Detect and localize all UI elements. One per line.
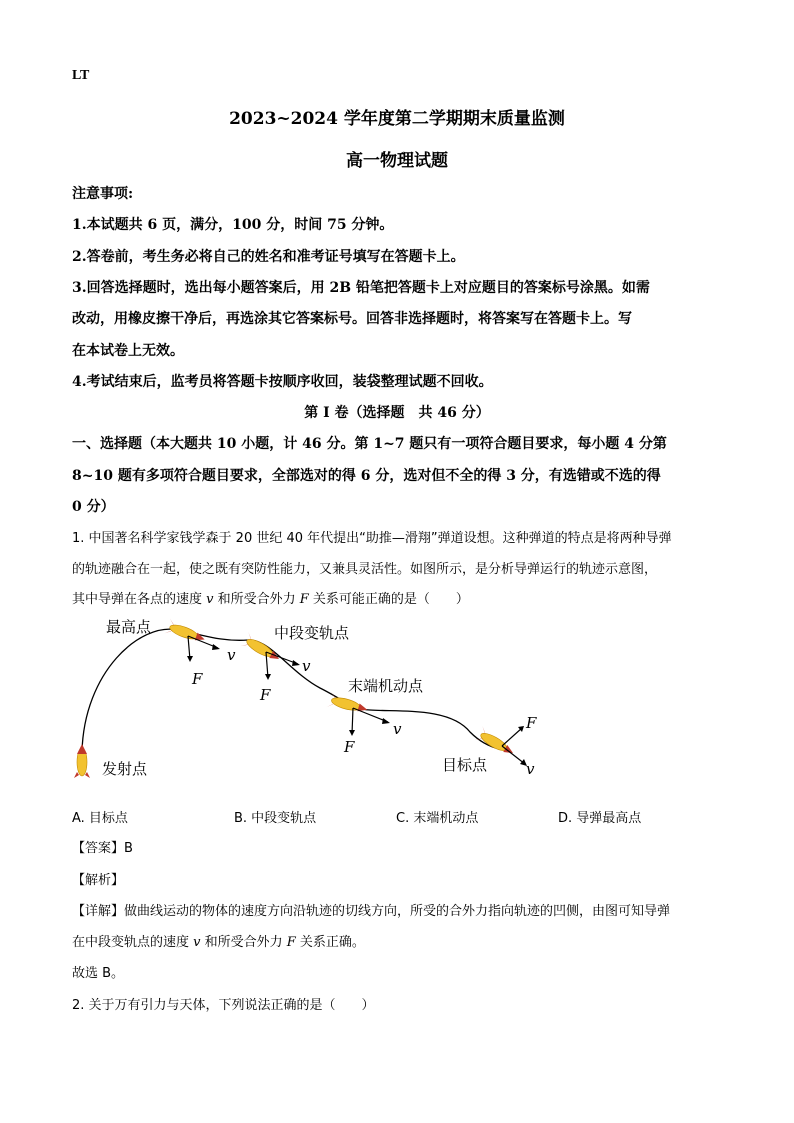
label-v: v	[302, 657, 311, 675]
option-d: D. 导弹最高点	[558, 811, 642, 826]
question-2-stem: 2. 关于万有引力与天体，下列说法正确的是（ ）	[72, 998, 375, 1013]
label-mid: 中段变轨点	[274, 624, 350, 642]
notice-item: 3.回答选择题时，选出每小题答案后，用 2B 铅笔把答题卡上对应题目的答案标号涂黑。如需	[72, 280, 650, 296]
label-end: 末端机动点	[348, 677, 424, 695]
option-c: C. 末端机动点	[396, 811, 479, 826]
section-instructions: 8~10 题有多项符合题目要求，全部选对的得 6 分，选对但不全的得 3 分，有选错或不选的得	[72, 468, 661, 484]
rocket-launch-icon	[74, 744, 90, 778]
answer-line: 【答案】B	[72, 841, 133, 856]
question-1-stem-line3	[72, 588, 469, 607]
detail-text: 在中段变轨点的速度	[72, 935, 194, 950]
detail-text: 和所受合外力	[200, 935, 287, 950]
var-v: v	[206, 592, 214, 607]
var-F: F	[299, 592, 309, 607]
exam-title: 2023~2024 学年度第二学期期末质量监测	[229, 109, 565, 129]
label-v: v	[393, 720, 402, 738]
question-1-stem: 1. 中国著名科学家钱学森于 20 世纪 40 年代提出“助推—滑翔”弹道设想。这种弹道的特点是将两种导弹	[72, 531, 672, 546]
question-1-stem: 的轨迹融合在一起，使之既有突防性能力，又兼具灵活性。如图所示，是分析导弹运行的轨迹示意图，	[72, 562, 658, 577]
var-v: v	[193, 935, 201, 950]
notice-item: 改动，用橡皮擦干净后，再选涂其它答案标号。回答非选择题时，将答案写在答题卡上。写	[72, 311, 632, 327]
section-heading: 第 I 卷（选择题 共 46 分）	[304, 405, 490, 421]
notice-item: 2.答卷前，考生务必将自己的姓名和准考证号填写在答题卡上。	[72, 249, 465, 265]
label-launch: 发射点	[102, 760, 148, 778]
analysis-heading: 【解析】	[72, 873, 125, 888]
stem-text: 其中导弹在各点的速度	[72, 592, 207, 607]
option-a: A. 目标点	[72, 811, 128, 826]
section-instructions: 0 分）	[72, 499, 115, 515]
label-highest: 最高点	[106, 618, 152, 636]
rocket-target-icon	[474, 726, 517, 760]
rocket-highest-icon	[164, 618, 207, 647]
detail-line: 【详解】做曲线运动的物体的速度方向沿轨迹的切线方向，所受的合外力指向轨迹的凹侧，由图可知导弹	[72, 904, 671, 919]
detail-line	[72, 931, 365, 950]
label-F: F	[344, 738, 355, 756]
label-F: F	[260, 686, 271, 704]
stem-text: 关系可能正确的是（ ）	[308, 592, 469, 607]
conclusion-line: 故选 B。	[72, 966, 125, 981]
stem-text: 和所受合外力	[213, 592, 300, 607]
trajectory-curve	[82, 629, 500, 752]
option-b: B. 中段变轨点	[234, 811, 317, 826]
corner-mark: LT	[72, 68, 90, 83]
trajectory-figure	[70, 612, 550, 792]
label-v: v	[526, 760, 535, 778]
notice-item: 1.本试题共 6 页，满分，100 分，时间 75 分钟。	[72, 217, 394, 233]
label-F: F	[192, 670, 203, 688]
section-instructions: 一、选择题（本大题共 10 小题，计 46 分。第 1~7 题只有一项符合题目要求，每小题 4 分第	[72, 436, 667, 452]
label-F: F	[526, 714, 537, 732]
exam-subtitle: 高一物理试题	[346, 151, 448, 171]
notice-item: 在本试卷上无效。	[72, 343, 184, 359]
var-F: F	[286, 935, 296, 950]
notice-heading: 注意事项:	[72, 186, 134, 202]
notice-item: 4.考试结束后，监考员将答题卡按顺序收回，装袋整理试题不回收。	[72, 374, 493, 390]
detail-text: 关系正确。	[295, 935, 365, 950]
label-v: v	[227, 646, 236, 664]
label-target: 目标点	[442, 756, 488, 774]
